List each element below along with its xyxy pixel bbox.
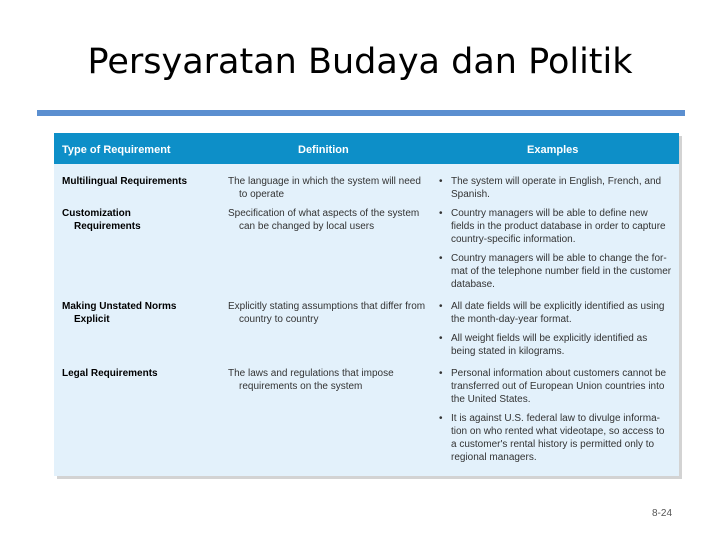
example-text: the United States. [451, 394, 531, 405]
definition-text: Explicitly stating assumptions that differ from [228, 301, 426, 312]
example-item: • It is against U.S. federal law to divulge informa- [439, 413, 660, 424]
row-definition [228, 175, 421, 201]
example-item: • The system will operate in English, French, and [439, 176, 662, 187]
row-type [62, 300, 176, 326]
definition-text: The laws and regulations that impose [228, 368, 394, 379]
definition-text: country to country [239, 314, 319, 325]
requirements-table [54, 133, 679, 476]
table-header [54, 133, 679, 164]
row-definition [228, 367, 394, 393]
header-type: Type of Requirement [62, 144, 171, 156]
type-text: Requirements [74, 221, 141, 232]
bullet-icon: • [439, 208, 443, 219]
slide-title: Persyaratan Budaya dan Politik [87, 42, 633, 82]
row-examples [439, 175, 661, 201]
example-text: regional managers. [451, 452, 537, 463]
bullet-icon: • [439, 413, 443, 424]
type-text: Explicit [74, 314, 110, 325]
type-text: Multilingual Requirements [62, 176, 188, 187]
bullet-icon: • [439, 333, 443, 344]
definition-text: Specification of what aspects of the system [228, 208, 420, 219]
bullet-icon: • [439, 301, 443, 312]
row-definition [228, 207, 419, 233]
row-type [62, 175, 187, 188]
example-text: transferred out of European Union countries into [451, 381, 665, 392]
row-examples [439, 207, 671, 291]
example-text: fields in the product database in order to capture [451, 221, 666, 232]
example-text: tion on who rented what videotape, so access to [451, 426, 665, 437]
row-examples [439, 367, 666, 464]
definition-text: requirements on the system [239, 381, 363, 392]
definition-text: The language in which the system will need [228, 176, 421, 187]
example-item: • Country managers will be able to define new [439, 208, 648, 219]
bullet-icon: • [439, 253, 443, 264]
type-text: Making Unstated Norms [62, 301, 177, 312]
example-item: • All weight fields will be explicitly identified as [439, 333, 648, 344]
definition-text: can be changed by local users [239, 221, 375, 232]
row-type [62, 367, 158, 380]
bullet-icon: • [439, 176, 443, 187]
header-definition: Definition [298, 144, 349, 156]
example-text: Spanish. [451, 189, 490, 200]
example-text: database. [451, 279, 495, 290]
example-text: a customer's rental history is permitted only to [451, 439, 655, 450]
definition-text: to operate [239, 189, 285, 200]
row-definition [228, 300, 425, 326]
page-number: 8-24 [652, 508, 673, 519]
example-item: • Personal information about customers cannot be [439, 368, 667, 379]
bullet-icon: • [439, 368, 443, 379]
header-examples: Examples [527, 144, 579, 156]
example-item: • Country managers will be able to change the for- [439, 253, 667, 264]
example-text: country-specific information. [451, 234, 576, 245]
type-text: Customization [62, 208, 131, 219]
example-text: being stated in kilograms. [451, 346, 565, 357]
row-type [62, 207, 141, 233]
example-text: the month-day-year format. [451, 314, 572, 325]
example-text: mat of the telephone number field in the customer [451, 266, 672, 277]
type-text: Legal Requirements [62, 368, 158, 379]
row-examples [439, 300, 664, 358]
example-item: • All date fields will be explicitly identified as using [439, 301, 665, 312]
title-underline [37, 110, 685, 116]
